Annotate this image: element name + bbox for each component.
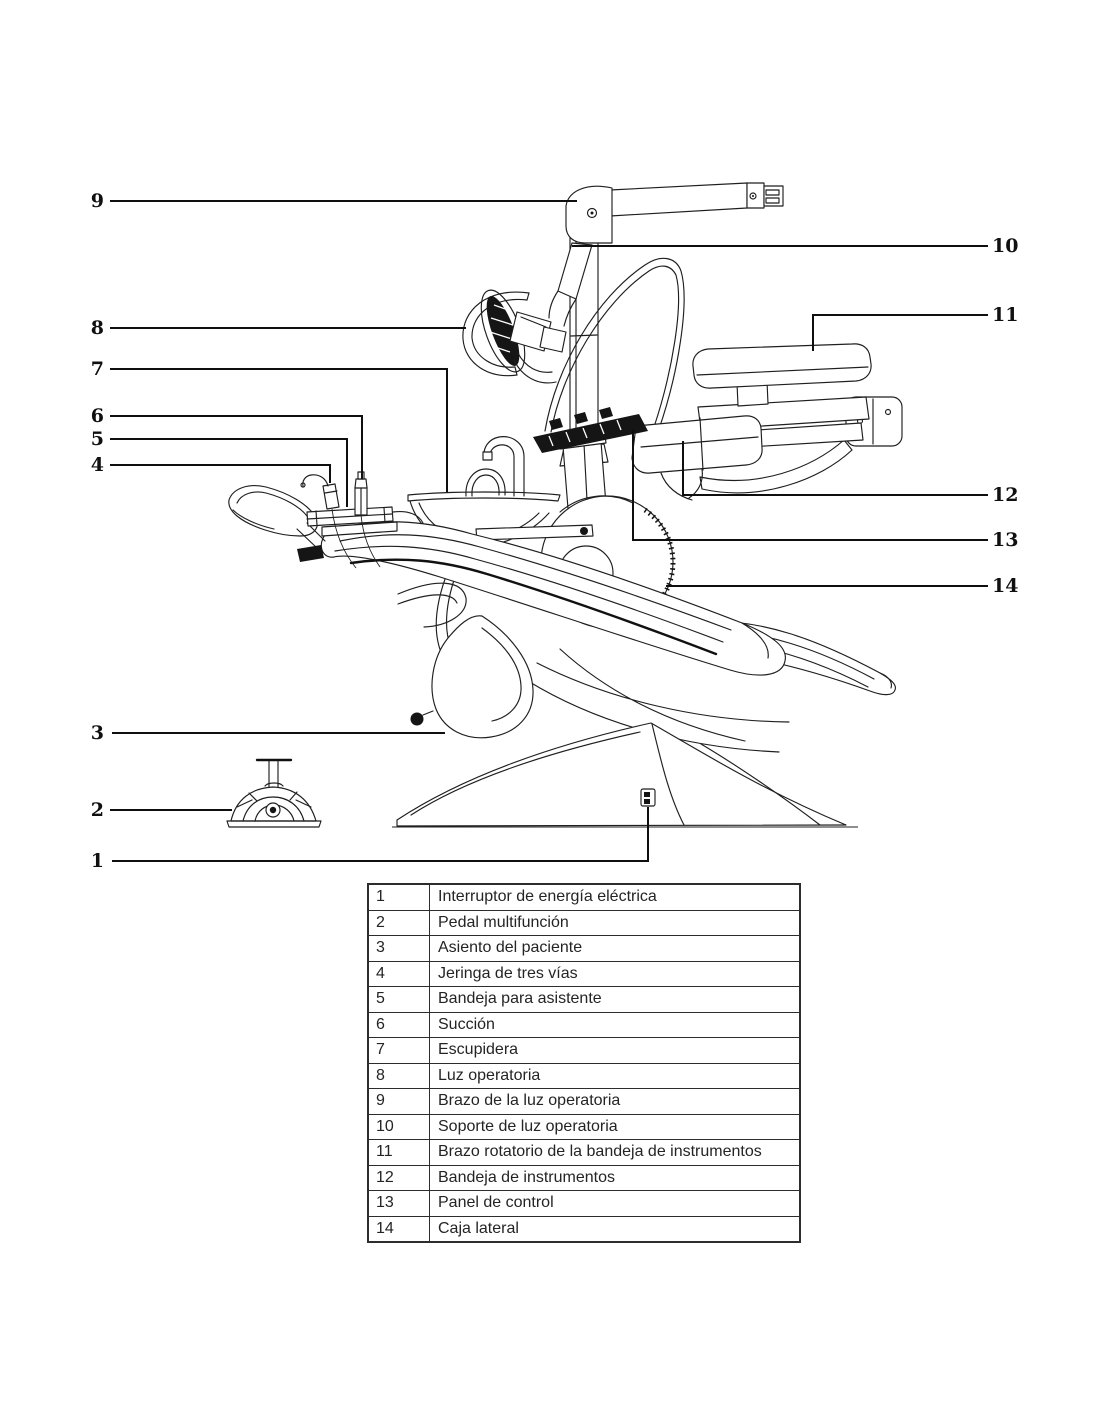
part-description-cell: Brazo de la luz operatoria: [430, 1089, 801, 1115]
part-number-cell: 2: [368, 910, 430, 936]
part-description-cell: Soporte de luz operatoria: [430, 1114, 801, 1140]
cup-filler: [484, 437, 524, 496]
callout-number-10: 10: [992, 235, 1019, 257]
callout-number-2: 2: [90, 799, 104, 821]
callout-number-6: 6: [90, 405, 104, 427]
adjust-knob: [411, 713, 424, 726]
table-row: [368, 1063, 800, 1089]
callout-number-1: 1: [90, 850, 104, 872]
operating-light: [463, 285, 566, 383]
part-description-cell: Succión: [430, 1012, 801, 1038]
part-number-cell: 7: [368, 1038, 430, 1064]
part-number-cell: 13: [368, 1191, 430, 1217]
part-number-cell: 9: [368, 1089, 430, 1115]
part-number-cell: 11: [368, 1140, 430, 1166]
seat-cover: [411, 616, 534, 738]
callout-number-5: 5: [90, 428, 104, 450]
table-row: [368, 884, 800, 910]
part-description-cell: Brazo rotatorio de la bandeja de instrumentos: [430, 1140, 801, 1166]
part-description-cell: Interruptor de energía eléctrica: [430, 884, 801, 910]
table-row: [368, 1089, 800, 1115]
callout-number-3: 3: [90, 722, 104, 744]
table-row: [368, 1216, 800, 1242]
table-row: [368, 936, 800, 962]
callout-number-7: 7: [90, 358, 104, 380]
part-description-cell: Caja lateral: [430, 1216, 801, 1242]
callout-number-9: 9: [90, 190, 104, 212]
table-row: [368, 987, 800, 1013]
callout-number-12: 12: [992, 484, 1019, 506]
part-number-cell: 3: [368, 936, 430, 962]
callout-number-4: 4: [90, 454, 104, 476]
chair-base: [392, 723, 858, 827]
part-number-cell: 12: [368, 1165, 430, 1191]
callout-number-11: 11: [992, 304, 1019, 326]
part-number-cell: 14: [368, 1216, 430, 1242]
power-switch: [641, 789, 655, 806]
table-row: [368, 1012, 800, 1038]
part-description-cell: Jeringa de tres vías: [430, 961, 801, 987]
part-number-cell: 5: [368, 987, 430, 1013]
parts-table: [367, 883, 801, 1243]
part-number-cell: 6: [368, 1012, 430, 1038]
part-number-cell: 1: [368, 884, 430, 910]
part-number-cell: 10: [368, 1114, 430, 1140]
part-description-cell: Luz operatoria: [430, 1063, 801, 1089]
part-description-cell: Pedal multifunción: [430, 910, 801, 936]
table-row: [368, 1140, 800, 1166]
instrument-tray: [632, 416, 762, 473]
table-row: [368, 1165, 800, 1191]
part-description-cell: Bandeja para asistente: [430, 987, 801, 1013]
part-description-cell: Panel de control: [430, 1191, 801, 1217]
foot-pedal: [227, 760, 321, 827]
table-row: [368, 1114, 800, 1140]
part-description-cell: Asiento del paciente: [430, 936, 801, 962]
callout-number-14: 14: [992, 575, 1019, 597]
callout-number-13: 13: [992, 529, 1019, 551]
table-row: [368, 961, 800, 987]
part-number-cell: 8: [368, 1063, 430, 1089]
table-row: [368, 1191, 800, 1217]
table-row: [368, 910, 800, 936]
callout-number-8: 8: [90, 317, 104, 339]
table-row: [368, 1038, 800, 1064]
part-description-cell: Bandeja de instrumentos: [430, 1165, 801, 1191]
delivery-unit: [533, 407, 762, 521]
part-number-cell: 4: [368, 961, 430, 987]
part-description-cell: Escupidera: [430, 1038, 801, 1064]
